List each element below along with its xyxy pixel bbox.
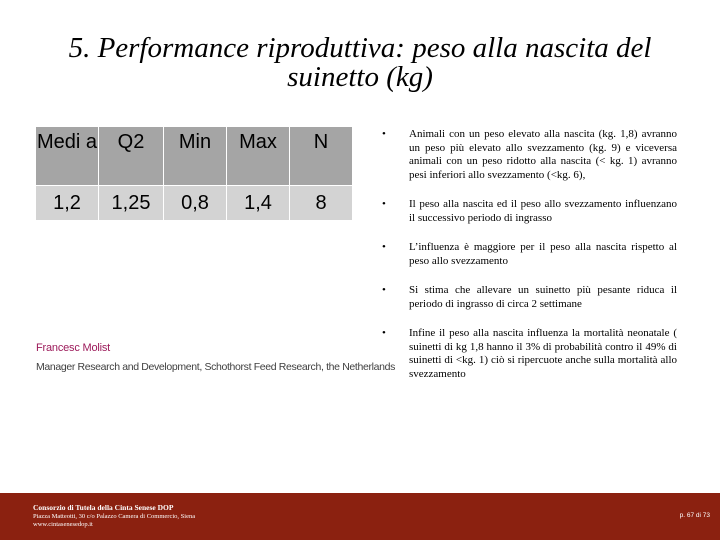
bullet-marker: •	[382, 241, 386, 253]
table-cell: 1,25	[99, 186, 164, 221]
table-header-cell: Min	[164, 127, 227, 186]
bullet-marker: •	[382, 284, 386, 296]
footer-website[interactable]: www.cintasenesedop.it	[33, 521, 93, 528]
bullet-marker: •	[382, 327, 386, 339]
bullet-marker: •	[382, 198, 386, 210]
bullet-item	[380, 284, 677, 311]
table-cell: 0,8	[164, 186, 227, 221]
footer-bar	[0, 493, 720, 540]
table-header-cell: Medi a	[36, 127, 99, 186]
page-number: p. 67 di 73	[679, 512, 710, 519]
table-header-cell: Max	[227, 127, 290, 186]
table-cell: 1,4	[227, 186, 290, 221]
table-header-cell: N	[290, 127, 353, 186]
bullet-list	[380, 128, 677, 397]
bullet-text: Infine il peso alla nascita influenza la mortalità neonatale ( suinetti di kg 1,8 hanno il 3% di probabilità contro il 49% di suinetti di <kg. 1) ciò si ripercuote anche sulla mortalità allo svezzamento	[409, 327, 677, 380]
source-author: Francesc Molist	[36, 342, 111, 354]
stats-table	[35, 126, 353, 221]
bullet-item	[380, 241, 677, 268]
slide-title: 5. Performance riproduttiva: peso alla nascita del suinetto (kg)	[68, 32, 652, 93]
table-header-cell: Q2	[99, 127, 164, 186]
bullet-text: Si stima che allevare un suinetto più pesante riduca il periodo di ingrasso di circa 2 settimane	[409, 284, 677, 310]
source-affiliation: Manager Research and Development, Schothorst Feed Research, the Netherlands	[36, 361, 395, 373]
table-cell: 1,2	[36, 186, 99, 221]
bullet-text: Animali con un peso elevato alla nascita (kg. 1,8) avranno un peso più elevato allo svezzamento (kg. 9) e viceversa animali con un peso ridotto alla nascita (< kg. 1) avranno pesi inferiori allo svezzamento (<kg. 6),	[409, 128, 677, 181]
table-cell: 8	[290, 186, 353, 221]
bullet-text: Il peso alla nascita ed il peso allo svezzamento influenzano il successivo periodo di ingrasso	[409, 198, 677, 224]
bullet-item	[380, 327, 677, 381]
footer-address: Piazza Matteotti, 30 c/o Palazzo Camera di Commercio, Siena	[33, 513, 196, 520]
bullet-item	[380, 198, 677, 225]
bullet-marker: •	[382, 128, 386, 140]
table-row	[36, 186, 353, 221]
bullet-item	[380, 128, 677, 182]
footer-organization: Consorzio di Tutela della Cinta Senese DOP	[33, 503, 174, 512]
table-header-row	[36, 127, 353, 186]
bullet-text: L’influenza è maggiore per il peso alla nascita rispetto al peso allo svezzamento	[409, 241, 677, 267]
